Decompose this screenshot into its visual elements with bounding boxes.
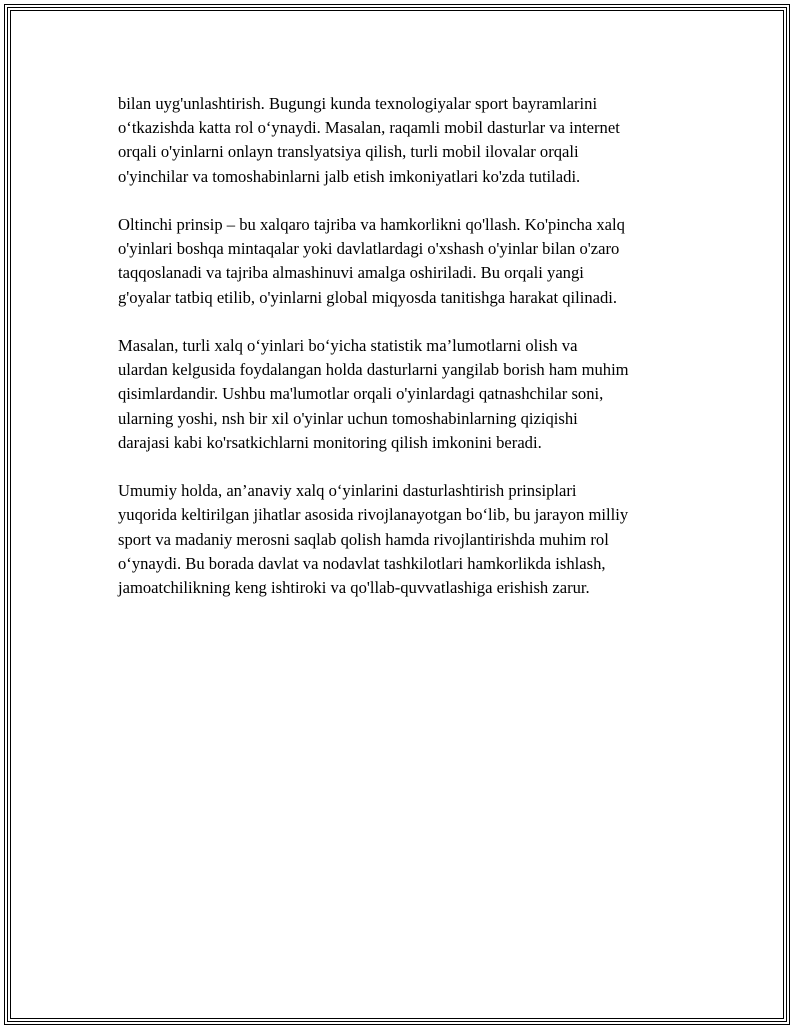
document-body (118, 92, 688, 624)
paragraph-technology: bilan uyg'unlashtirish. Bugungi kunda texnologiyalar sport bayramlarini o‘tkazishda katta rol o‘ynaydi. Masalan, raqamli mobil dasturlar va internet orqali o'yinlarni onlayn translyatsiya qilish, turli mobil ilovalar orqali o'yinchilar va tomoshabinlarni jalb etish imkoniyatlari ko'zda tutiladi. (118, 94, 620, 186)
paragraph-statistics: Masalan, turli xalq o‘yinlari bo‘yicha statistik ma’lumotlarni olish va ulardan kelgusida foydalangan holda dasturlarni yangilab borish ham muhim qisimlardandir. Ushbu ma'lumotlar orqali o'yinlardagi qatnashchilar soni, ularning yoshi, nsh bir xil o'yinlar uchun tomoshabinlarning qiziqishi darajasi kabi ko'rsatkichlarni monitoring qilish imkonini beradi. (118, 336, 629, 452)
paragraph-international-cooperation: Oltinchi prinsip – bu xalqaro tajriba va hamkorlikni qo'llash. Ko'pincha xalq o'yinlari boshqa mintaqalar yoki davlatlardagi o'xshash o'yinlar bilan o'zaro taqqoslanadi va tajriba almashinuvi amalga oshiriladi. Bu orqali yangi g'oyalar tatbiq etilib, o'yinlarni global miqyosda tanitishga harakat qilinadi. (118, 215, 625, 307)
paragraph-conclusion: Umumiy holda, an’anaviy xalq o‘yinlarini dasturlashtirish prinsiplari yuqorida keltirilgan jihatlar asosida rivojlanayotgan bo‘lib, bu jarayon milliy sport va madaniy merosni saqlab qolish hamda rivojlantirishda muhim rol o‘ynaydi. Bu borada davlat va nodavlat tashkilotlari hamkorlikda ishlash, jamoatchilikning keng ishtiroki va qo'llab-quvvatlashiga erishish zarur. (118, 481, 629, 598)
